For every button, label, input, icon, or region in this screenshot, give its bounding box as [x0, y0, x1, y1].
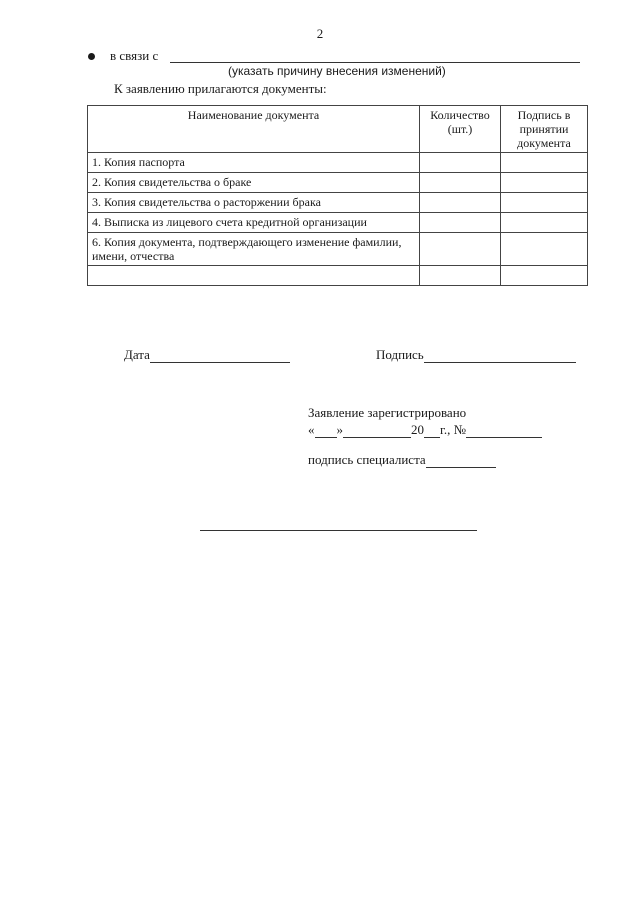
header-signature: Подпись в принятии документа [501, 106, 588, 153]
header-document-name: Наименование документа [88, 106, 420, 153]
year-prefix: 20 [411, 422, 424, 437]
reason-hint: (указать причину внесения изменений) [228, 64, 446, 78]
registration-number-field[interactable] [466, 425, 542, 438]
date-block [124, 347, 290, 363]
table-row [88, 266, 588, 286]
table-row [88, 153, 588, 173]
bullet-icon [88, 53, 95, 60]
document-name-cell [88, 266, 420, 286]
registration-block [308, 404, 542, 438]
signature-label: Подпись [376, 347, 424, 362]
signature-field[interactable] [424, 350, 576, 363]
signature-cell[interactable] [501, 193, 588, 213]
table-row [88, 233, 588, 266]
table-header-row [88, 106, 588, 153]
signature-cell[interactable] [501, 213, 588, 233]
quote-open: « [308, 422, 315, 437]
date-field[interactable] [150, 350, 290, 363]
document-name-cell: 3. Копия свидетельства о расторжении брака [88, 193, 420, 213]
quantity-cell[interactable] [420, 266, 501, 286]
document-name-cell: 1. Копия паспорта [88, 153, 420, 173]
registration-title: Заявление зарегистрировано [308, 405, 467, 420]
specialist-block [308, 452, 496, 468]
document-name-cell: 6. Копия документа, подтверждающего изменение фамилии, имени, отчества [88, 233, 420, 266]
signature-cell[interactable] [501, 266, 588, 286]
document-name-cell: 4. Выписка из лицевого счета кредитной организации [88, 213, 420, 233]
quantity-cell[interactable] [420, 233, 501, 266]
table-row [88, 173, 588, 193]
quote-close: » [336, 422, 343, 437]
day-field[interactable] [315, 425, 337, 438]
quantity-cell[interactable] [420, 153, 501, 173]
bottom-rule [200, 530, 477, 531]
table-row [88, 193, 588, 213]
document-name-cell: 2. Копия свидетельства о браке [88, 173, 420, 193]
registration-date-line [308, 421, 542, 438]
signature-cell[interactable] [501, 173, 588, 193]
date-label: Дата [124, 347, 150, 362]
signature-cell[interactable] [501, 233, 588, 266]
quantity-cell[interactable] [420, 173, 501, 193]
table-row [88, 213, 588, 233]
month-field[interactable] [343, 425, 411, 438]
year-field[interactable] [424, 425, 440, 438]
quantity-cell[interactable] [420, 213, 501, 233]
signature-block [376, 347, 576, 363]
reason-line [88, 48, 158, 64]
header-quantity: Количество (шт.) [420, 106, 501, 153]
quantity-cell[interactable] [420, 193, 501, 213]
signature-cell[interactable] [501, 153, 588, 173]
specialist-signature-field[interactable] [426, 455, 496, 468]
reason-prefix: в связи с [110, 48, 159, 63]
attachments-intro: К заявлению прилагаются документы: [114, 81, 327, 96]
page-number: 2 [316, 26, 324, 41]
reason-field[interactable] [170, 62, 580, 63]
specialist-label: подпись специалиста [308, 452, 426, 467]
year-suffix: г., № [440, 422, 467, 437]
documents-table [87, 105, 588, 286]
